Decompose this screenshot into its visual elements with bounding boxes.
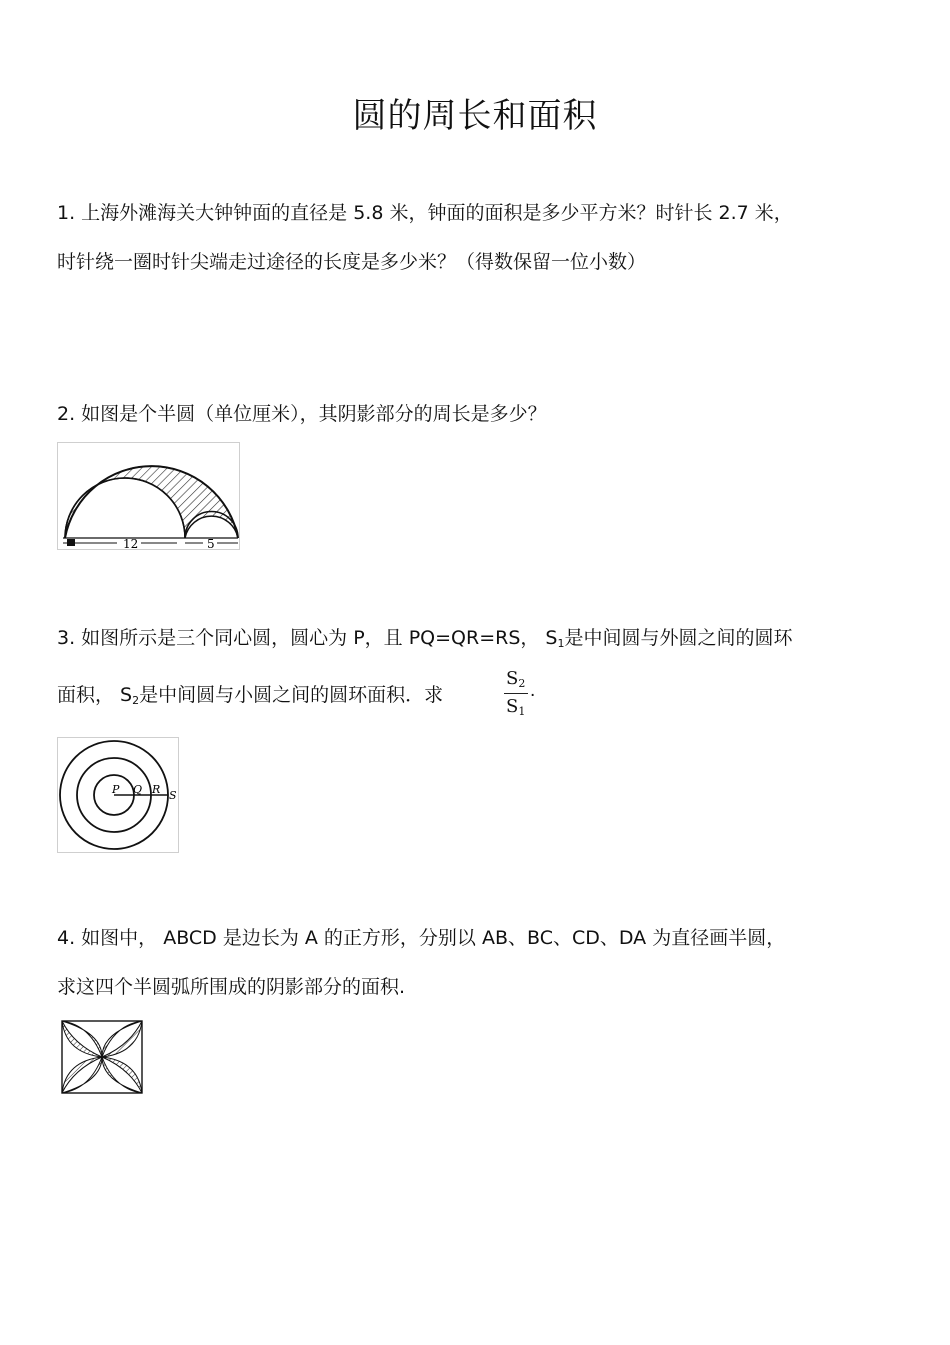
label-p: P — [112, 783, 120, 796]
numerator-sub: 2 — [518, 677, 526, 690]
fraction-denominator — [506, 696, 525, 718]
fraction-period: . — [530, 680, 536, 701]
petal-left-top — [62, 1021, 102, 1057]
q3-s1-sub: 1 — [557, 637, 565, 650]
fraction-numerator — [506, 668, 525, 690]
petal-right-top — [102, 1021, 142, 1057]
label-12: 12 — [123, 537, 139, 550]
q2-line1: 2. 如图是个半圆（单位厘米），其阴影部分的周长是多少？ — [57, 403, 547, 425]
q3-line1-text: 3. 如图所示是三个同心圆，圆心为 P，且 PQ=QR=RS， S — [57, 627, 558, 649]
denominator-s: S — [506, 696, 519, 717]
label-s: S — [169, 789, 177, 802]
shaded-region — [65, 466, 238, 538]
denominator-sub: 1 — [518, 705, 526, 718]
q4-line1: 4. 如图中， ABCD 是边长为 A 的正方形，分别以 AB、BC、CD、DA 为直径画半圆， — [57, 927, 786, 949]
fraction-s2-over-s1 — [502, 666, 536, 722]
label-q: Q — [133, 783, 143, 796]
label-r: R — [152, 783, 161, 796]
q3-figure-concentric-circles — [57, 737, 179, 853]
q3-line2-text: 面积， S — [57, 684, 133, 706]
q3-line1-text-b: 是中间圆与外圆之间的圆环 — [564, 627, 793, 649]
q4-line2: 求这四个半圆弧所围成的阴影部分的面积. — [57, 976, 406, 998]
q1-line2: 时针绕一圈时针尖端走过途径的长度是多少米？（得数保留一位小数） — [57, 251, 647, 273]
q3-line2 — [57, 680, 443, 707]
q1-line1: 1. 上海外滩海关大钟钟面的直径是 5.8 米，钟面的面积是多少平方米？时针长 2.7 米， — [57, 202, 793, 224]
dim-marker — [67, 539, 75, 546]
q2-figure-semicircles — [57, 442, 240, 550]
label-5: 5 — [207, 537, 215, 550]
q3-line1 — [57, 623, 793, 650]
petal-right-bottom — [102, 1057, 142, 1093]
q4-figure-square-petals — [57, 1016, 147, 1098]
q3-line2-text-b: 是中间圆与小圆之间的圆环面积．求 — [139, 684, 444, 706]
page-title: 圆的周长和面积 — [352, 96, 598, 136]
fraction-bar — [504, 693, 528, 694]
q3-s2-sub: 2 — [132, 694, 140, 707]
numerator-s: S — [506, 668, 519, 689]
petal-left-bottom — [62, 1057, 102, 1093]
